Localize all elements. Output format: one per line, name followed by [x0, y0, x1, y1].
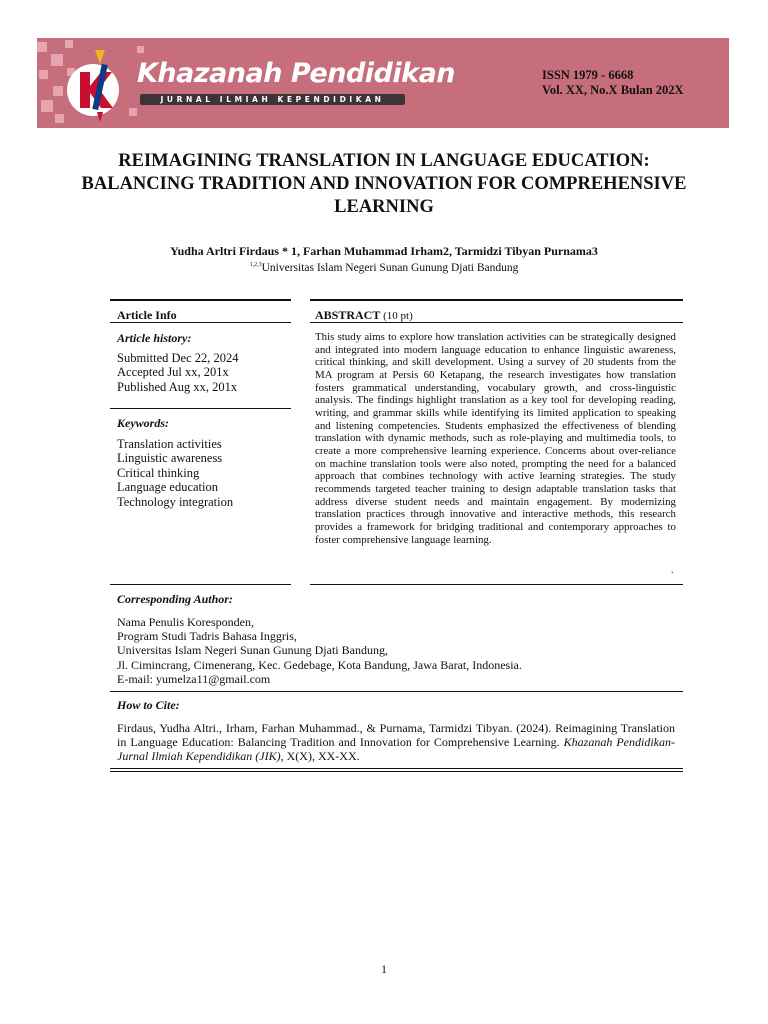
how-to-cite-heading: How to Cite: — [117, 698, 180, 712]
issn-block — [542, 68, 684, 98]
citation-journal: Khazanah Pendidikan-Jurnal Ilmiah Kependidikan (JIK), — [117, 735, 676, 764]
affiliation-name: Universitas Islam Negeri Sunan Gunung Djati Bandung — [261, 261, 519, 274]
corresponding-author-details — [117, 615, 522, 686]
corresponding-line: Program Studi Tadris Bahasa Inggris, — [117, 629, 297, 644]
abstract-text: This study aims to explore how translation activities can be strategically designed and integrated into modern language education to enhance linguistic awareness, critical thinking, and skill development. Using a survey of 20 students from the MA program at Persis 60 Ketapang, the research investigates how translation fosters grammatical understanding, vocabulary growth, and cross-linguistic analysis. The findings highlight translation as a key tool for developing reading, writing, and grammar skills while identifying its limited application to speaking and listening competencies. Students emphasized the effectiveness of blending translation with dynamic methods, such as role-playing and multimedia tools, to create a more comprehensive learning experience. Concerns about over-reliance on machine translation tools were also noted, prompting the need for a balanced approach that combines technology with active learning strategies. The study recommends targeted teacher training to design adaptable translation tasks that address diverse student needs and maintain engagement. By modernizing translation practices through innovative and interactive methods, this research provides a framework for bridging traditional and contemporary approaches to foster comprehensive language learning. — [315, 331, 676, 546]
page-number: 1 — [381, 962, 387, 976]
info-heading-rule — [110, 322, 291, 323]
journal-header-banner — [37, 38, 729, 128]
article-info-heading: Article Info — [117, 308, 177, 322]
article-history-heading: Article history: — [117, 331, 192, 345]
citation-text — [117, 721, 675, 764]
history-submitted: Submitted Dec 22, 2024 — [117, 351, 239, 365]
keyword-item: Critical thinking — [117, 465, 200, 480]
keyword-item: Technology integration — [117, 494, 234, 509]
affiliation-marks: 1,2,3 — [249, 262, 262, 268]
cite-bottom-rule-1 — [110, 768, 683, 769]
citation-end: X(X), XX-XX. — [286, 749, 360, 764]
corresponding-line: Nama Penulis Koresponden, — [117, 615, 254, 629]
cite-bottom-rule-2 — [110, 771, 683, 772]
history-published: Published Aug xx, 201x — [117, 379, 238, 394]
abstract-heading-label: ABSTRACT — [315, 308, 381, 322]
history-rule — [110, 408, 291, 409]
keyword-item: Translation activities — [117, 437, 222, 451]
abstract-heading-rule — [310, 322, 683, 323]
keyword-item: Language education — [117, 480, 218, 495]
paper-title: REIMAGINING TRANSLATION IN LANGUAGE EDUCATION: BALANCING TRADITION AND INNOVATION FOR COMPREHENSIVE LEARNING — [81, 151, 687, 217]
history-accepted: Accepted Jul xx, 201x — [117, 365, 229, 380]
journal-logo-icon — [63, 44, 133, 124]
affiliation — [60, 258, 708, 275]
journal-name: Khazanah Pendidikan — [137, 58, 456, 89]
abstract-heading-note: (10 pt) — [383, 310, 413, 322]
article-history-list — [117, 351, 239, 394]
issn-number: ISSN 1979 - 6668 — [542, 68, 634, 82]
corresponding-author-heading: Corresponding Author: — [117, 592, 233, 606]
abstract-trailing-dot: . — [671, 565, 674, 576]
keyword-item: Linguistic awareness — [117, 451, 223, 466]
author-list: Yudha Arltri Firdaus * 1, Farhan Muhammad Irham2, Tarmidzi Tibyan Purnama3 — [170, 244, 598, 258]
info-top-rule — [110, 299, 291, 301]
volume-info: Vol. XX, No.X Bulan 202X — [542, 83, 684, 97]
abstract-bottom-rule — [310, 584, 683, 585]
citation-main: Firdaus, Yudha Altri., Irham, Farhan Muhammad., & Purnama, Tarmidzi Tibyan. (2024). Reimagining Translation in Language Education: Balancing Tradition and Innovation for Comprehensive Learning. — [117, 721, 675, 750]
abstract-heading — [315, 308, 413, 323]
corresponding-email: E-mail: yumelza11@gmail.com — [117, 671, 271, 686]
corresponding-bottom-rule — [110, 691, 683, 692]
keywords-list — [117, 437, 233, 509]
info-bottom-rule — [110, 584, 291, 585]
journal-subtitle: JURNAL ILMIAH KEPENDIDIKAN — [140, 94, 405, 105]
corresponding-line: Universitas Islam Negeri Sunan Gunung Djati Bandung, — [117, 643, 388, 658]
abstract-top-rule — [310, 299, 683, 301]
keywords-heading: Keywords: — [117, 416, 169, 430]
corresponding-line: Jl. Cimincrang, Cimenerang, Kec. Gedebage, Kota Bandung, Jawa Barat, Indonesia. — [117, 657, 522, 672]
